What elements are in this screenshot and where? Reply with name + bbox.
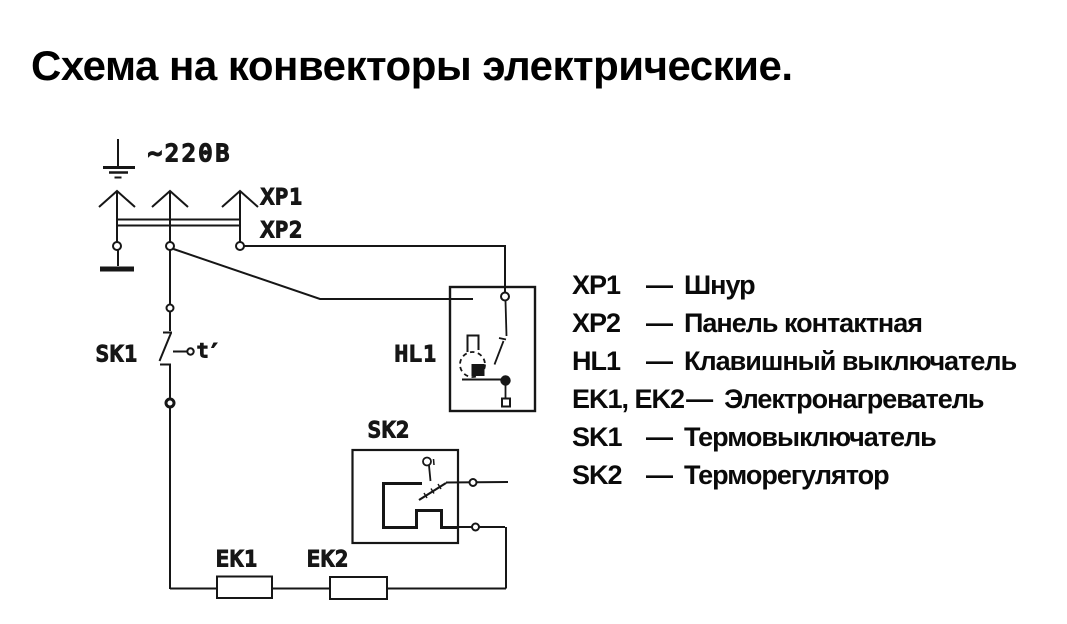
legend bbox=[572, 266, 1052, 494]
rocker-switch-hl1 bbox=[450, 287, 535, 411]
legend-desc: Термовыключатель bbox=[684, 422, 936, 452]
neon-lamp-icon bbox=[460, 336, 485, 378]
legend-row-hl1 bbox=[572, 342, 1052, 380]
legend-dash: — bbox=[646, 422, 672, 452]
heater-ek1 bbox=[217, 577, 272, 599]
page-title: Схема на конвекторы электрические. bbox=[31, 42, 793, 89]
legend-dash: — bbox=[646, 270, 672, 300]
legend-dash: — bbox=[646, 308, 672, 338]
legend-term: SK2 bbox=[572, 460, 622, 490]
legend-row-sk2 bbox=[572, 456, 1052, 494]
legend-row-xp2 bbox=[572, 304, 1052, 342]
sk1-label: SK1 bbox=[96, 342, 139, 366]
legend-term: HL1 bbox=[572, 346, 621, 376]
voltage-label: ~220В bbox=[148, 141, 233, 167]
wire-xp2-to-hl1-left bbox=[174, 249, 474, 299]
contact-panel-xp2 bbox=[113, 242, 244, 250]
legend-desc: Терморегулятор bbox=[684, 460, 889, 490]
sk2-label: SK2 bbox=[368, 418, 411, 442]
legend-term: XP2 bbox=[572, 308, 621, 338]
hl1-label: HL1 bbox=[395, 342, 438, 366]
legend-desc: Клавишный выключатель bbox=[684, 346, 1017, 376]
plug-xp1 bbox=[99, 191, 258, 242]
chassis-ground-symbol bbox=[100, 250, 134, 272]
wire-xp2-to-hl1-top bbox=[244, 246, 505, 292]
legend-dash: — bbox=[646, 346, 672, 376]
thermostat-sk2 bbox=[353, 450, 509, 543]
legend-row-xp1 bbox=[572, 266, 1052, 304]
ek2-label: EK2 bbox=[307, 547, 350, 571]
legend-row-ek bbox=[572, 380, 1052, 418]
heater-ek2 bbox=[330, 577, 387, 599]
legend-desc: Электронагреватель bbox=[724, 384, 984, 414]
sk1-temperature-label: t′ bbox=[197, 340, 220, 362]
legend-term: XP1 bbox=[572, 270, 621, 300]
legend-dash: — bbox=[646, 460, 672, 490]
ek1-label: EK1 bbox=[216, 547, 259, 571]
legend-row-sk1 bbox=[572, 418, 1052, 456]
legend-desc: Панель контактная bbox=[684, 308, 923, 338]
xp1-label: XP1 bbox=[261, 185, 304, 209]
xp2-label: XP2 bbox=[261, 218, 304, 242]
legend-term: EK1, EK2 bbox=[572, 384, 685, 414]
legend-dash: — bbox=[686, 384, 713, 414]
thermal-cutout-sk1 bbox=[160, 250, 194, 589]
earth-ground-symbol bbox=[103, 139, 135, 178]
legend-desc: Шнур bbox=[684, 270, 755, 300]
legend-term: SK1 bbox=[572, 422, 622, 452]
